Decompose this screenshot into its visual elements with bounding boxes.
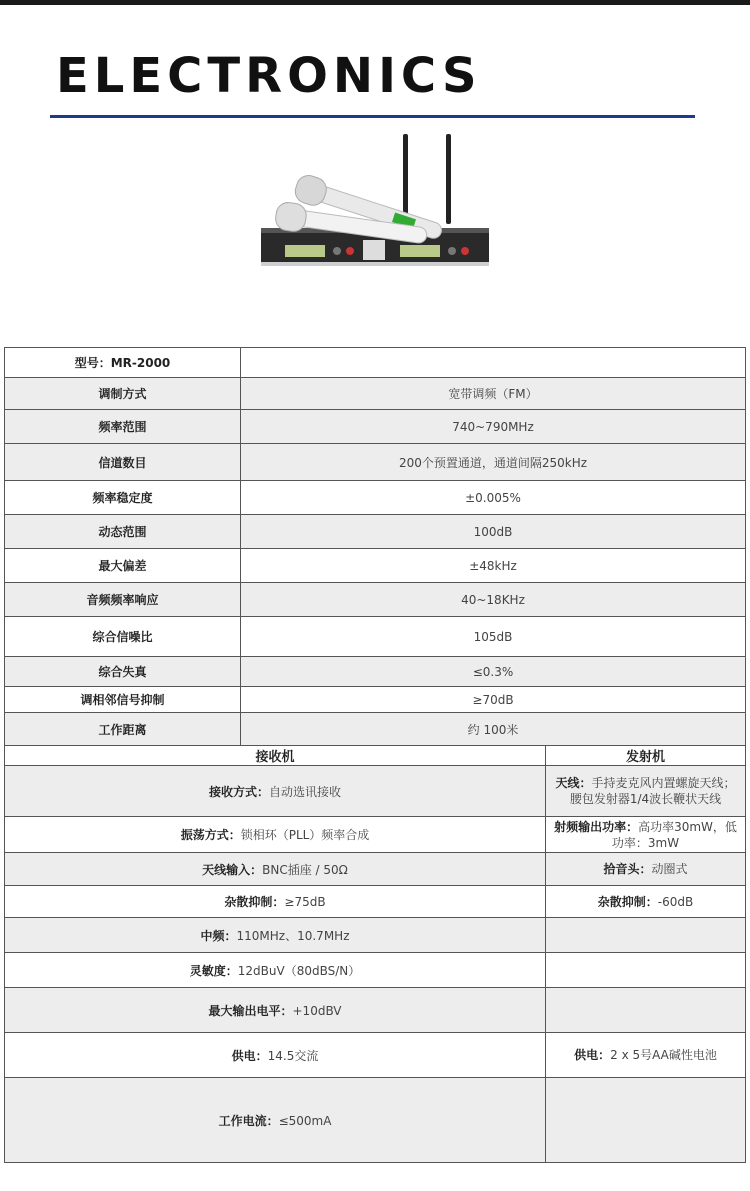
receiver-value: BNC插座 / 50Ω bbox=[262, 862, 348, 877]
receiver-cell bbox=[5, 953, 546, 988]
top-border bbox=[0, 0, 750, 5]
receiver-value: ≤500mA bbox=[278, 1113, 332, 1128]
transmitter-cell bbox=[546, 1033, 746, 1078]
receiver-value: 110MHz、10.7MHz bbox=[236, 928, 350, 943]
product-image bbox=[255, 128, 495, 303]
spec-value: ±0.005% bbox=[241, 481, 746, 515]
spec-key: 工作距离 bbox=[5, 713, 241, 746]
receiver-cell bbox=[5, 817, 546, 853]
transmitter-cell bbox=[546, 953, 746, 988]
transmitter-cell bbox=[546, 988, 746, 1033]
receiver-header: 接收机 bbox=[5, 746, 546, 766]
brand-title: ELECTRONICS bbox=[56, 48, 482, 104]
transmitter-value: 手持麦克风内置螺旋天线；腰包发射器1/4波长鞭状天线 bbox=[569, 776, 736, 806]
transmitter-cell bbox=[546, 918, 746, 953]
transmitter-cell bbox=[546, 853, 746, 886]
spec-value: 100dB bbox=[241, 515, 746, 549]
transmitter-label: 杂散抑制： bbox=[597, 894, 658, 909]
spec-key: 调制方式 bbox=[5, 378, 241, 410]
transmitter-value: 2 x 5号AA碱性电池 bbox=[610, 1048, 717, 1062]
receiver-cell bbox=[5, 1033, 546, 1078]
spec-table bbox=[4, 347, 746, 746]
transmitter-header: 发射机 bbox=[546, 746, 746, 766]
spec-value: ≤0.3% bbox=[241, 657, 746, 687]
spec-key: 音频频率响应 bbox=[5, 583, 241, 617]
spec-value bbox=[241, 348, 746, 378]
spec-key: 信道数目 bbox=[5, 444, 241, 481]
receiver-cell bbox=[5, 886, 546, 918]
transmitter-label: 天线： bbox=[555, 776, 592, 790]
spec-key: 频率稳定度 bbox=[5, 481, 241, 515]
transmitter-cell bbox=[546, 766, 746, 817]
spec-key: 综合失真 bbox=[5, 657, 241, 687]
spec-value: 740~790MHz bbox=[241, 410, 746, 444]
spec-value: 105dB bbox=[241, 617, 746, 657]
spec-key: 调相邻信号抑制 bbox=[5, 687, 241, 713]
spec-value: 40~18KHz bbox=[241, 583, 746, 617]
receiver-label: 振荡方式： bbox=[180, 828, 241, 842]
spec-key: 最大偏差 bbox=[5, 549, 241, 583]
transmitter-label: 拾音头： bbox=[603, 862, 652, 876]
receiver-label: 接收方式： bbox=[208, 784, 269, 799]
receiver-cell bbox=[5, 766, 546, 817]
transmitter-value: 高功率30mW，低功率：3mW bbox=[611, 819, 737, 850]
spec-key: 频率范围 bbox=[5, 410, 241, 444]
receiver-cell bbox=[5, 1078, 546, 1163]
receiver-label: 供电： bbox=[231, 1048, 268, 1063]
receiver-label: 工作电流： bbox=[218, 1113, 279, 1128]
receiver-cell bbox=[5, 918, 546, 953]
receiver-value: ≥75dB bbox=[284, 895, 326, 909]
transmitter-label: 供电： bbox=[574, 1048, 611, 1062]
spec-value: 宽带调频（FM） bbox=[241, 378, 746, 410]
receiver-value: +10dBV bbox=[292, 1003, 342, 1018]
transmitter-cell bbox=[546, 817, 746, 853]
receiver-label: 杂散抑制： bbox=[224, 895, 285, 909]
transmitter-cell bbox=[546, 1078, 746, 1163]
spec-key: 型号：MR-2000 bbox=[5, 348, 241, 378]
receiver-label: 最大输出电平： bbox=[208, 1003, 293, 1018]
brand-underline bbox=[50, 115, 695, 118]
transmitter-value: -60dB bbox=[657, 894, 694, 909]
receiver-transmitter-table bbox=[4, 745, 746, 1163]
receiver-cell bbox=[5, 853, 546, 886]
transmitter-value: 动圈式 bbox=[651, 862, 688, 876]
receiver-value: 12dBuV（80dBS/N） bbox=[237, 963, 361, 978]
receiver-label: 中频： bbox=[200, 928, 237, 943]
receiver-value: 14.5交流 bbox=[267, 1048, 319, 1063]
transmitter-cell bbox=[546, 886, 746, 918]
spec-value: 约 100米 bbox=[241, 713, 746, 746]
spec-value: ±48kHz bbox=[241, 549, 746, 583]
spec-key: 综合信噪比 bbox=[5, 617, 241, 657]
transmitter-label: 射频输出功率： bbox=[554, 819, 639, 834]
receiver-label: 天线输入： bbox=[202, 862, 263, 877]
spec-key: 动态范围 bbox=[5, 515, 241, 549]
spec-value: 200个预置通道，通道间隔250kHz bbox=[241, 444, 746, 481]
spec-value: ≥70dB bbox=[241, 687, 746, 713]
receiver-label: 灵敏度： bbox=[189, 963, 238, 978]
receiver-value: 锁相环（PLL）频率合成 bbox=[240, 828, 370, 842]
receiver-value: 自动选讯接收 bbox=[269, 784, 342, 799]
receiver-cell bbox=[5, 988, 546, 1033]
